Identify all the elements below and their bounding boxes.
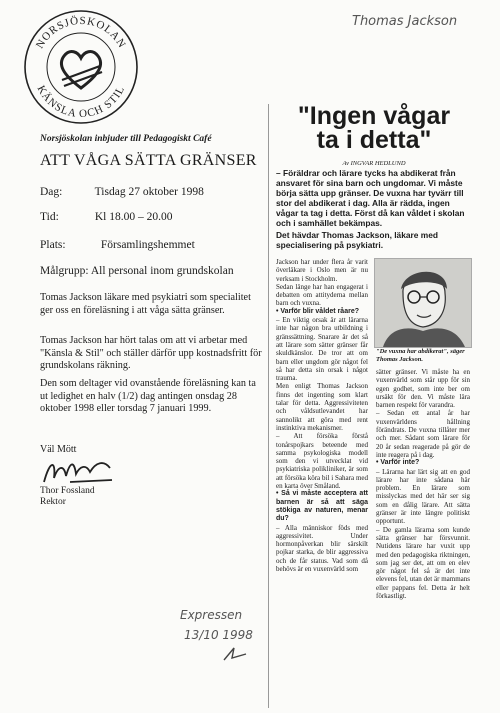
article-title [276, 104, 472, 152]
article-paragraph: – Att försöka förstå tonårspojkars beteende med samma psykologiska modell som den vi utvecklat vid psykiatriska polikliniker, är som att försöka köra bil i Sahara med en karta över Småland. [276, 432, 368, 491]
article-lead [276, 168, 472, 250]
paragraph: Tomas Jackson har hört talas om att vi arbetar med "Känsla & Stil" och ställer därför upp kostnadsfritt för grundskolans räkning. [40, 335, 262, 372]
article-question: • Varför blir våldet råare? [276, 307, 359, 315]
handwritten-source: Expressen [180, 608, 243, 622]
article-column-1 [276, 258, 368, 573]
article-paragraph: – Lärarna har lärt sig att en god lärare har inte sådana här problem. En lärare som misslyckas med det här ser sig som en dålig lärare. Att sätta gränser är inte längre politiskt opportunt. [376, 467, 470, 526]
detail-value: All personal inom grundskolan [90, 265, 234, 277]
photo-caption: "De vuxna har abdikerat", säger Thomas Jackson. [376, 348, 465, 363]
handwritten-mark [220, 644, 250, 664]
article-paragraph: – De gamla lärarna som kunde sätta gränser har försvunnit. Nutidens lärare har vuxit upp med den pedagogiska riktningen, som jag ser det, att om en elev gör något fel så är det inte elevens fel, utan det är mammans eller pappans fel. Detta är helt förkastligt. [376, 525, 470, 601]
school-logo [22, 8, 140, 126]
detail-label: Dag: [40, 186, 63, 198]
article-paragraph: – En viktig orsak är att lärarna inte har någon bra utbildning i gränssättning. Snarare är det så att lärare som sätter gränser får skuldkänslor. De tror att om barn eller ungdom gör något fel så har detta sin orsak i något trauma. [276, 316, 368, 383]
invitation-intro: Norsjöskolan inbjuder till Pedagogiskt Café [40, 134, 212, 144]
page-title: ATT VÅGA SÄTTA GRÄNSER [40, 152, 257, 169]
handwritten-note: Thomas Jackson [352, 14, 458, 29]
article-byline: Av INGVAR HEDLUND [342, 160, 406, 167]
signer [40, 486, 95, 507]
paragraph: Den som deltager vid ovanstående föreläsning kan ta ut ledighet en halv (1/2) dag antingen onsdag 28 oktober 1998 eller torsdag 7 januari 1999. [40, 378, 256, 415]
logo-top-text: NORSJÖSKOLAN [33, 14, 129, 51]
article-title-line: ta i detta" [316, 126, 432, 154]
article-paragraph: Sedan länge har han engagerat i debatten om attityderna mellan barn och vuxna. [276, 282, 368, 308]
article-column-2 [376, 368, 470, 600]
portrait-photo [374, 258, 472, 348]
detail-value: Kl 18.00 – 20.00 [94, 211, 173, 223]
portrait-image [375, 259, 471, 347]
article-paragraph: – Alla människor föds med aggressivitet. Under hormonpåverkan blir särskilt pojkar starka, de blir aggressiva och de får status. Vad som då behövs är en vuxenvärld som [276, 523, 368, 573]
article-lead-text: Det hävdar Thomas Jackson, läkare med specialisering på psykiatri. [276, 230, 438, 250]
paragraph: Tomas Jackson läkare med psykiatri som specialitet ger oss en föreläsning i att våga sätta gränser. [40, 292, 251, 316]
article-paragraph: Men enligt Thomas Jackson finns det ingenting som klart talar för detta. Aggressiviteten och våldsutlevandet har sannolikt att göra med rent instinktiva mekanismer. [276, 382, 368, 432]
detail-label: Målgrupp: [40, 265, 89, 277]
logo-bottom-text: KÄNSLA OCH STIL [34, 83, 128, 121]
article-question: • Så vi måste acceptera att barnen är så att säga stökiga av naturen, menar du? [276, 490, 368, 523]
closing-text: Väl Mött [40, 444, 77, 455]
heart-with-ribbon-icon [61, 52, 102, 88]
detail-place [40, 239, 195, 251]
detail-value: Tisdag 27 oktober 1998 [94, 186, 204, 198]
article-lead-text: – Föräldrar och lärare tycks ha abdikerat från ansvaret för sina barn och ungdomar. Vi måste börja sätta upp gränser. De vuxna har tyvärr till stor del abdikerat i dag. Alla är rädda, ingen vågar ta tag i detta. Först då kan våldet i skolan och i samhället bekämpas. [276, 168, 465, 228]
article-title-line: "Ingen vågar [297, 102, 451, 130]
detail-audience [40, 265, 234, 277]
article-question: • Varför inte? [376, 459, 420, 467]
signer-name: Thor Fossland [40, 486, 95, 496]
detail-value: Församlingshemmet [100, 239, 195, 251]
detail-day [40, 186, 204, 198]
detail-label: Tid: [40, 211, 59, 223]
article-paragraph: Jackson har under flera år varit överläkare i Oslo men är nu verksam i Stockholm. [276, 258, 368, 283]
signer-title: Rektor [40, 496, 66, 507]
article-paragraph: sätter gränser. Vi måste ha en vuxenvärld som står upp för sin egen godhet, som inte ber om ursäkt för den. Vi måste lära barnen respekt för varandra. [376, 368, 470, 410]
detail-label: Plats: [40, 239, 66, 251]
article-paragraph: – Sedan ett antal år har vuxenvärldens hållning förändrats. De vuxna tillåter mer och mer. Sådant som lärare för 20 år sedan reagerade på gör de inte reagera på i dag. [376, 409, 470, 459]
detail-time [40, 211, 173, 223]
handwritten-date: 13/10 1998 [184, 628, 253, 642]
